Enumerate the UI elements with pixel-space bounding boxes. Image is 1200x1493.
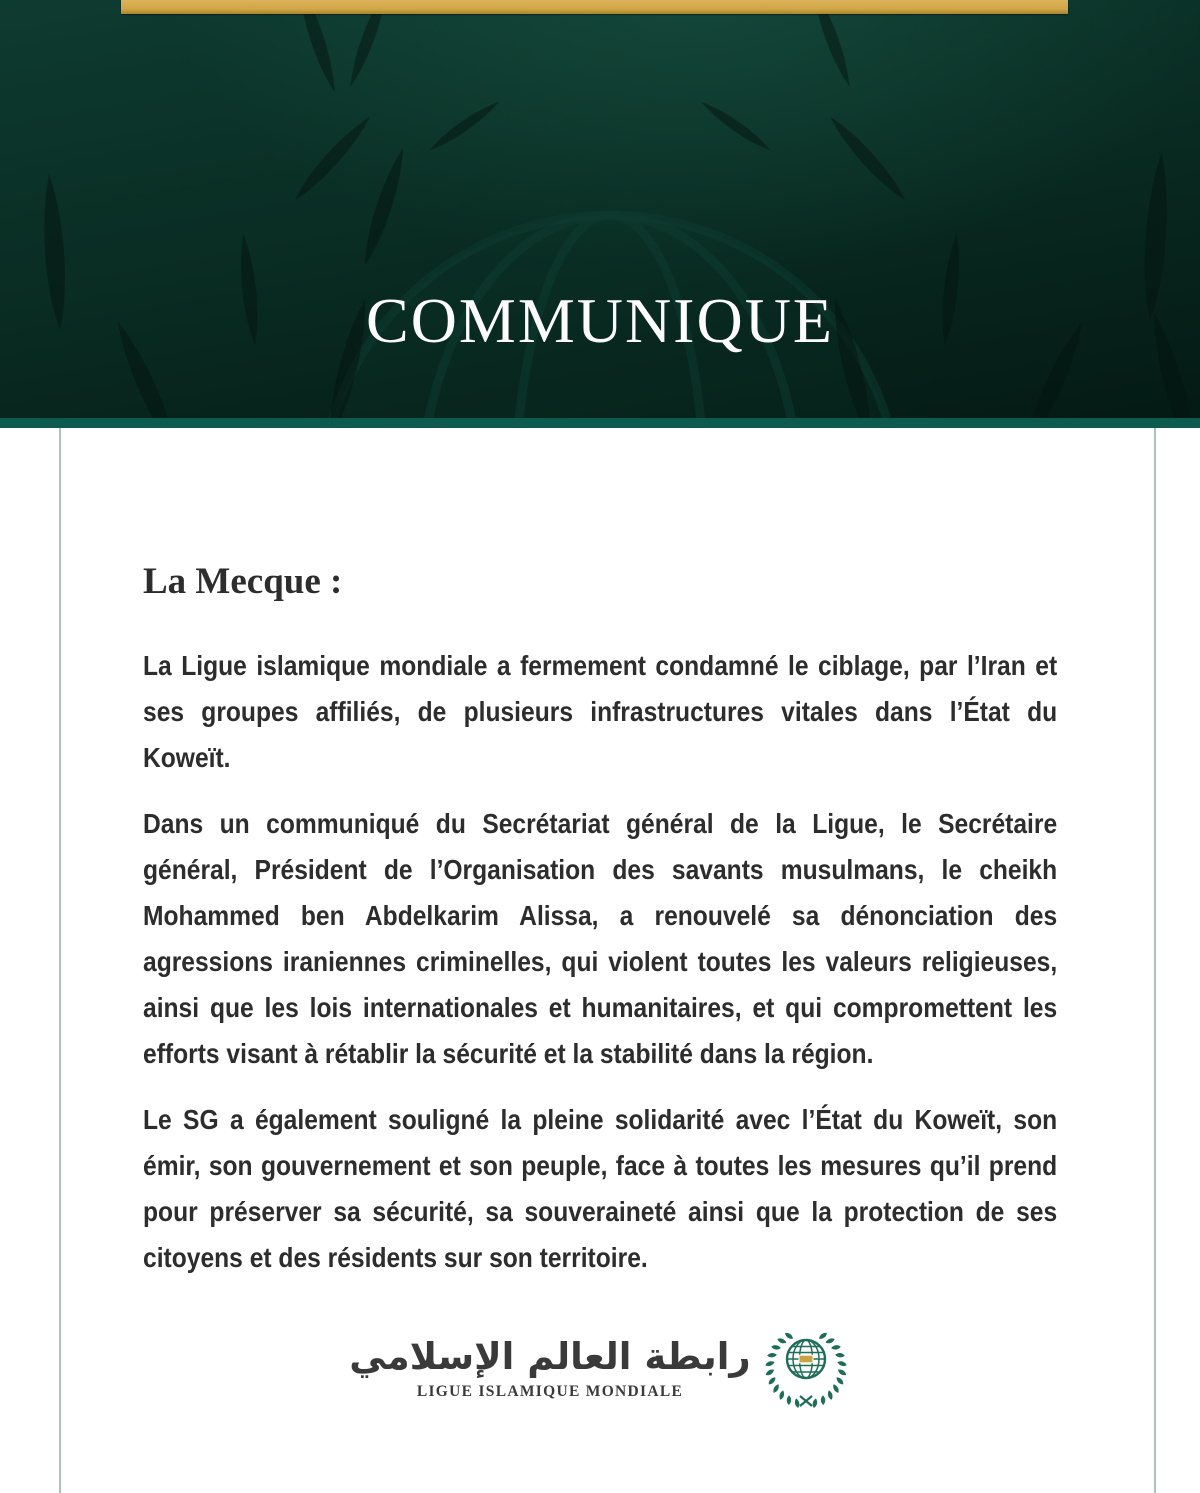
left-border-rule — [59, 428, 61, 1493]
teal-divider — [0, 418, 1200, 428]
logo-text-block — [349, 1334, 750, 1401]
gold-accent-bar — [121, 0, 1068, 14]
paragraph-3: Le SG a également souligné la pleine solidarité avec l’État du Koweït, son émir, son gouvernement et son peuple, face à toutes les mesures qu’il prend pour préserver sa sécurité, sa souveraineté ainsi que la protection de ses citoyens et des résidents sur son territoire. — [143, 1103, 1058, 1273]
header-banner — [0, 0, 1200, 418]
dateline-heading: La Mecque : — [143, 561, 343, 602]
page-title: COMMUNIQUE — [366, 285, 834, 356]
organization-logo — [0, 1321, 1200, 1415]
paragraph-1: La Ligue islamique mondiale a fermement condamné le ciblage, par l’Iran et ses groupes affiliés, de plusieurs infrastructures vitales dans l’État du Koweït. — [143, 649, 1058, 773]
wreath-stems-icon — [800, 1396, 812, 1406]
gold-bar-icon — [799, 1355, 813, 1363]
logo-caption: LIGUE ISLAMIQUE MONDIALE — [416, 1383, 684, 1401]
right-border-rule — [1154, 428, 1156, 1493]
mwl-emblem-icon — [761, 1321, 851, 1415]
paragraph-2: Dans un communiqué du Secrétariat général de la Ligue, le Secrétaire général, Président de l’Organisation des savants musulmans, le cheikh Mohammed ben Abdelkarim Alissa, a renouvelé sa dénonciation des agressions iraniennes criminelles, qui violent toutes les valeurs religieuses, ainsi que les lois internationales et humanitaires, et qui compromettent les efforts visant à rétablir la sécurité et la stabilité dans la région. — [143, 807, 1058, 1069]
content-area — [0, 428, 1200, 1493]
wreath-icon — [764, 1331, 847, 1408]
arabic-calligraphy: رابطة العالم الإسلامي — [349, 1335, 751, 1379]
globe-icon — [785, 1340, 827, 1378]
